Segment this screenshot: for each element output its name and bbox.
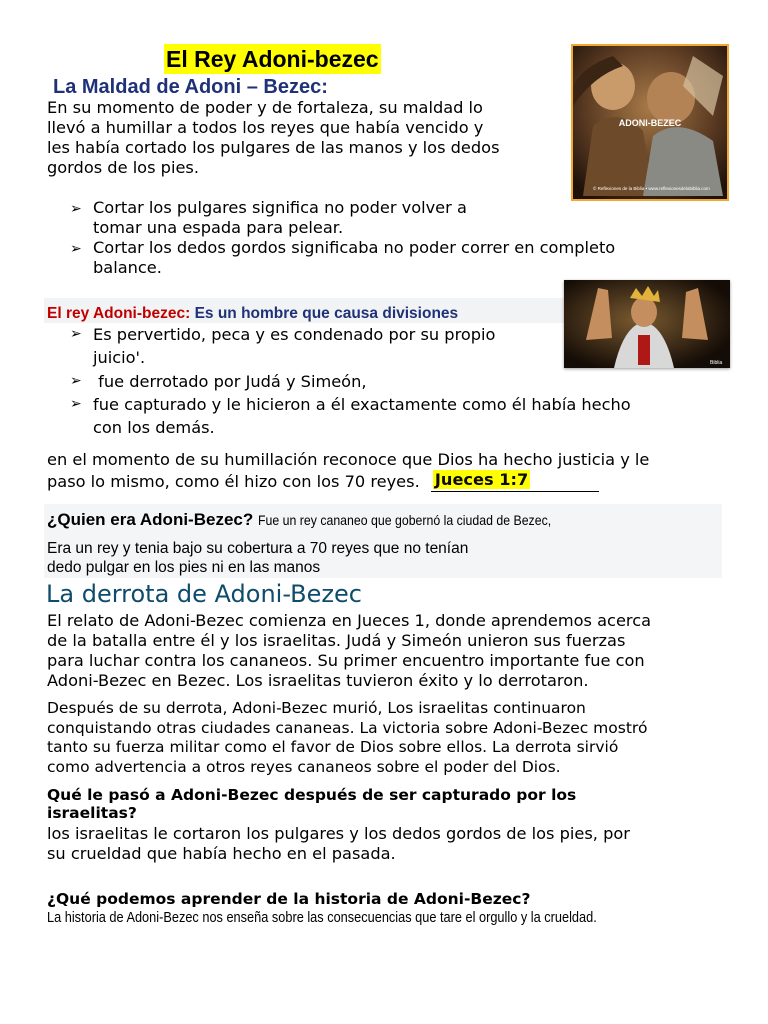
derrota-paragraph-1: [47, 611, 651, 691]
bullet-line: con los demás.: [93, 418, 215, 437]
paragraph-line: Adoni-Bezec en Bezec. Los israelitas tuvieron éxito y lo derrotaron.: [47, 671, 589, 690]
intro-line: gordos de los pies.: [47, 158, 199, 177]
page-title: El Rey Adoni-bezec: [166, 46, 379, 72]
paragraph-line: para luchar contra los cananeos. Su primer encuentro importante fue con: [47, 651, 645, 670]
q2-answer: [47, 824, 630, 864]
bullet-item: [93, 323, 495, 369]
bullet-item: [93, 370, 367, 393]
q2-heading: [47, 786, 576, 822]
bullet-line: balance.: [93, 258, 162, 277]
painting-image: [571, 44, 729, 201]
paragraph-line: Después de su derrota, Adoni-Bezec murió, Los israelitas continuaron: [47, 699, 586, 717]
bullet-item: [93, 238, 615, 278]
scripture-reference: Jueces 1:7: [434, 470, 529, 489]
arrow-bullet-icon: ➢: [70, 201, 82, 217]
humillacion-paragraph: [47, 449, 649, 494]
intro-paragraph: [47, 98, 500, 178]
q3-heading: ¿Qué podemos aprender de la historia de Adoni-Bezec?: [47, 890, 531, 908]
arrow-bullet-icon: ➢: [70, 326, 82, 342]
paragraph-line: conquistando otras ciudades cananeas. La victoria sobre Adoni-Bezec mostró: [47, 718, 648, 737]
bullet-line: fue capturado y le hicieron a él exactamente como él había hecho: [93, 395, 631, 414]
arrow-bullet-icon: ➢: [70, 396, 82, 412]
intro-line: llevó a humillar a todos los reyes que había vencido y: [47, 118, 484, 137]
bullet-line: fue derrotado por Judá y Simeón,: [93, 372, 367, 391]
arrow-bullet-icon: ➢: [70, 373, 82, 389]
king-credit: Biblia: [710, 360, 723, 366]
quien-detail-line: dedo pulgar en los pies ni en las manos: [47, 559, 321, 576]
section-label-red: El rey Adoni-bezec:: [47, 305, 191, 322]
quien-detail: [47, 539, 468, 577]
derrota-paragraph-2: [47, 699, 647, 777]
bullet-item: [93, 198, 467, 238]
paragraph-line: como advertencia a otros reyes cananeos sobre el poder del Dios.: [47, 757, 561, 776]
bullet-line: tomar una espada para pelear.: [93, 218, 344, 237]
paragraph-line: los israelitas le cortaron los pulgares y los dedos gordos de los pies, por: [47, 824, 630, 843]
reference-underline: [431, 469, 599, 492]
bullet-line: Cortar los dedos gordos significaba no poder correr en completo: [93, 238, 616, 257]
paragraph-line: tanto su fuerza militar como el favor de Dios sobre ellos. La derrota sirvió: [47, 738, 619, 756]
king-illustration: [564, 280, 730, 368]
bullet-item: [93, 393, 631, 439]
section-subtitle: La Maldad de Adoni – Bezec:: [53, 76, 328, 98]
quien-answer: Fue un rey cananeo que gobernó la ciudad de Bezec,: [258, 512, 552, 528]
painting-caption: ADONI-BEZEC: [618, 118, 682, 128]
king-image: [564, 280, 730, 368]
paragraph-line: su crueldad que había hecho en el pasada.: [47, 844, 396, 863]
bullet-line: Cortar los pulgares significa no poder volver a: [93, 198, 467, 217]
section-label: [47, 305, 458, 323]
paragraph-line-text: paso lo mismo, como él hizo con los 70 reyes.: [47, 472, 420, 491]
q3-answer: La historia de Adoni-Bezec nos enseña sobre las consecuencias que tare el orgullo y la crueldad.: [47, 910, 597, 926]
paragraph-line: de la batalla entre él y los israelitas. Judá y Simeón unieron sus fuerzas: [47, 631, 626, 650]
paragraph-line: en el momento de su humillación reconoce que Dios ha hecho justicia y le: [47, 450, 650, 469]
paragraph-line: [47, 471, 649, 494]
bullet-line: juicio'.: [93, 348, 146, 367]
bullet-line: Es pervertido, peca y es condenado por su propio: [93, 325, 496, 344]
heading-line: Qué le pasó a Adoni-Bezec después de ser capturado por los: [47, 786, 577, 804]
intro-line: En su momento de poder y de fortaleza, su maldad lo: [47, 98, 483, 117]
arrow-bullet-icon: ➢: [70, 241, 82, 257]
painting-credit: © Reflexiones de la Biblia • www.reflexionesdelabiblia.com: [593, 186, 710, 191]
derrota-heading: La derrota de Adoni-Bezec: [46, 580, 362, 608]
heading-line: israelitas?: [47, 804, 137, 822]
quien-question: ¿Quien era Adoni-Bezec?: [47, 510, 254, 529]
quien-detail-line: Era un rey y tenia bajo su cobertura a 70 reyes que no tenían: [47, 540, 469, 557]
quien-question-line: [47, 510, 591, 530]
paragraph-line: El relato de Adoni-Bezec comienza en Jueces 1, donde aprendemos acerca: [47, 611, 652, 630]
intro-line: les había cortado los pulgares de las manos y los dedos: [47, 138, 500, 157]
section-label-blue: Es un hombre que causa divisiones: [194, 305, 459, 322]
